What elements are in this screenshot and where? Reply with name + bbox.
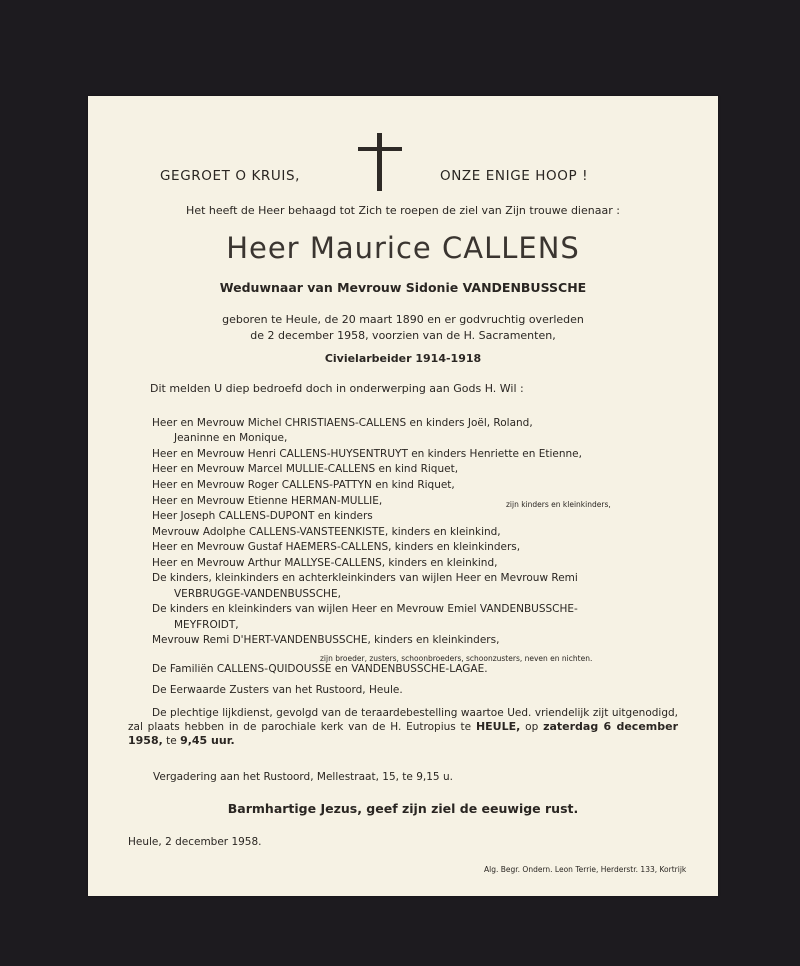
relative-line: De kinders, kleinkinders en achterkleinkinders van wijlen Heer en Mevrouw Remi xyxy=(152,572,578,584)
funeral-at: te xyxy=(166,735,177,747)
header-left: GEGROET O KRUIS, xyxy=(160,168,300,184)
funeral-on: op xyxy=(525,721,539,733)
prayer-line: Barmhartige Jezus, geef zijn ziel de eeuwige rust. xyxy=(227,801,579,816)
relative-note: zijn broeder, zusters, schoonbroeders, schoonzusters, neven en nichten. xyxy=(320,654,593,663)
relative-line: Heer en Mevrouw Henri CALLENS-HUYSENTRUYT en kinders Henriette en Etienne, xyxy=(152,448,582,460)
gathering-info: Vergadering aan het Rustoord, Mellestraat, 15, te 9,15 u. xyxy=(153,771,453,783)
funeral-paragraph xyxy=(128,706,678,748)
relative-line: Heer en Mevrouw Roger CALLENS-PATTYN en kind Riquet, xyxy=(152,479,455,491)
widower-line: Weduwnaar van Mevrouw Sidonie VANDENBUSSCHE xyxy=(219,280,587,295)
relative-line: VERBRUGGE-VANDENBUSSCHE, xyxy=(174,588,341,600)
announcement-line: Dit melden U diep bedroefd doch in onderwerping aan Gods H. Wil : xyxy=(150,382,524,395)
relative-line: Heer en Mevrouw Michel CHRISTIAENS-CALLENS en kinders Joël, Roland, xyxy=(152,417,533,429)
cross-icon xyxy=(358,133,402,191)
relative-line: Jeaninne en Monique, xyxy=(174,432,288,444)
deceased-name: Heer Maurice CALLENS xyxy=(226,231,580,265)
birth-line-2: de 2 december 1958, voorzien van de H. Sacramenten, xyxy=(250,329,556,342)
relative-line: Heer en Mevrouw Arthur MALLYSE-CALLENS, kinders en kleinkind, xyxy=(152,557,498,569)
header-right: ONZE ENIGE HOOP ! xyxy=(440,168,589,184)
relative-line: Heer en Mevrouw Marcel MULLIE-CALLENS en kind Riquet, xyxy=(152,463,459,475)
printer-credit: Alg. Begr. Ondern. Leon Terrie, Herderstr. 133, Kortrijk xyxy=(484,865,687,874)
relative-line: Mevrouw Adolphe CALLENS-VANSTEENKISTE, kinders en kleinkind, xyxy=(152,526,501,538)
relative-line: De Familiën CALLENS-QUIDOUSSE en VANDENBUSSCHE-LAGAE. xyxy=(152,663,488,675)
birth-death-info xyxy=(88,312,718,344)
relative-note: zijn kinders en kleinkinders, xyxy=(506,500,611,509)
funeral-date: zaterdag 6 december 1958, xyxy=(128,720,679,747)
place-date: Heule, 2 december 1958. xyxy=(128,836,262,848)
mourning-card xyxy=(88,96,718,896)
relative-line: Heer en Mevrouw Gustaf HAEMERS-CALLENS, kinders en kleinkinders, xyxy=(152,541,521,553)
relative-line: De Eerwaarde Zusters van het Rustoord, Heule. xyxy=(152,684,403,696)
funeral-time: 9,45 uur. xyxy=(180,734,235,747)
relative-line: MEYFROIDT, xyxy=(174,619,239,631)
funeral-place: HEULE, xyxy=(475,720,521,733)
intro-text: Het heeft de Heer behaagd tot Zich te roepen de ziel van Zijn trouwe dienaar : xyxy=(186,204,620,217)
relative-line: Heer Joseph CALLENS-DUPONT en kinders xyxy=(152,510,373,522)
relative-line: Heer en Mevrouw Etienne HERMAN-MULLIE, xyxy=(152,495,383,507)
relative-line: De kinders en kleinkinders van wijlen Heer en Mevrouw Emiel VANDENBUSSCHE- xyxy=(152,603,578,615)
occupation-title: Civielarbeider 1914-1918 xyxy=(324,352,482,365)
birth-line-1: geboren te Heule, de 20 maart 1890 en er godvruchtig overleden xyxy=(222,313,584,326)
funeral-text: De plechtige lijkdienst, gevolgd van de teraardebestelling waartoe Ued. vriendelijk zijt uitgenodigd, zal plaats hebben in de parochiale kerk van de H. Eutropius te xyxy=(128,707,678,733)
relative-line: Mevrouw Remi D'HERT-VANDENBUSSCHE, kinders en kleinkinders, xyxy=(152,634,500,646)
